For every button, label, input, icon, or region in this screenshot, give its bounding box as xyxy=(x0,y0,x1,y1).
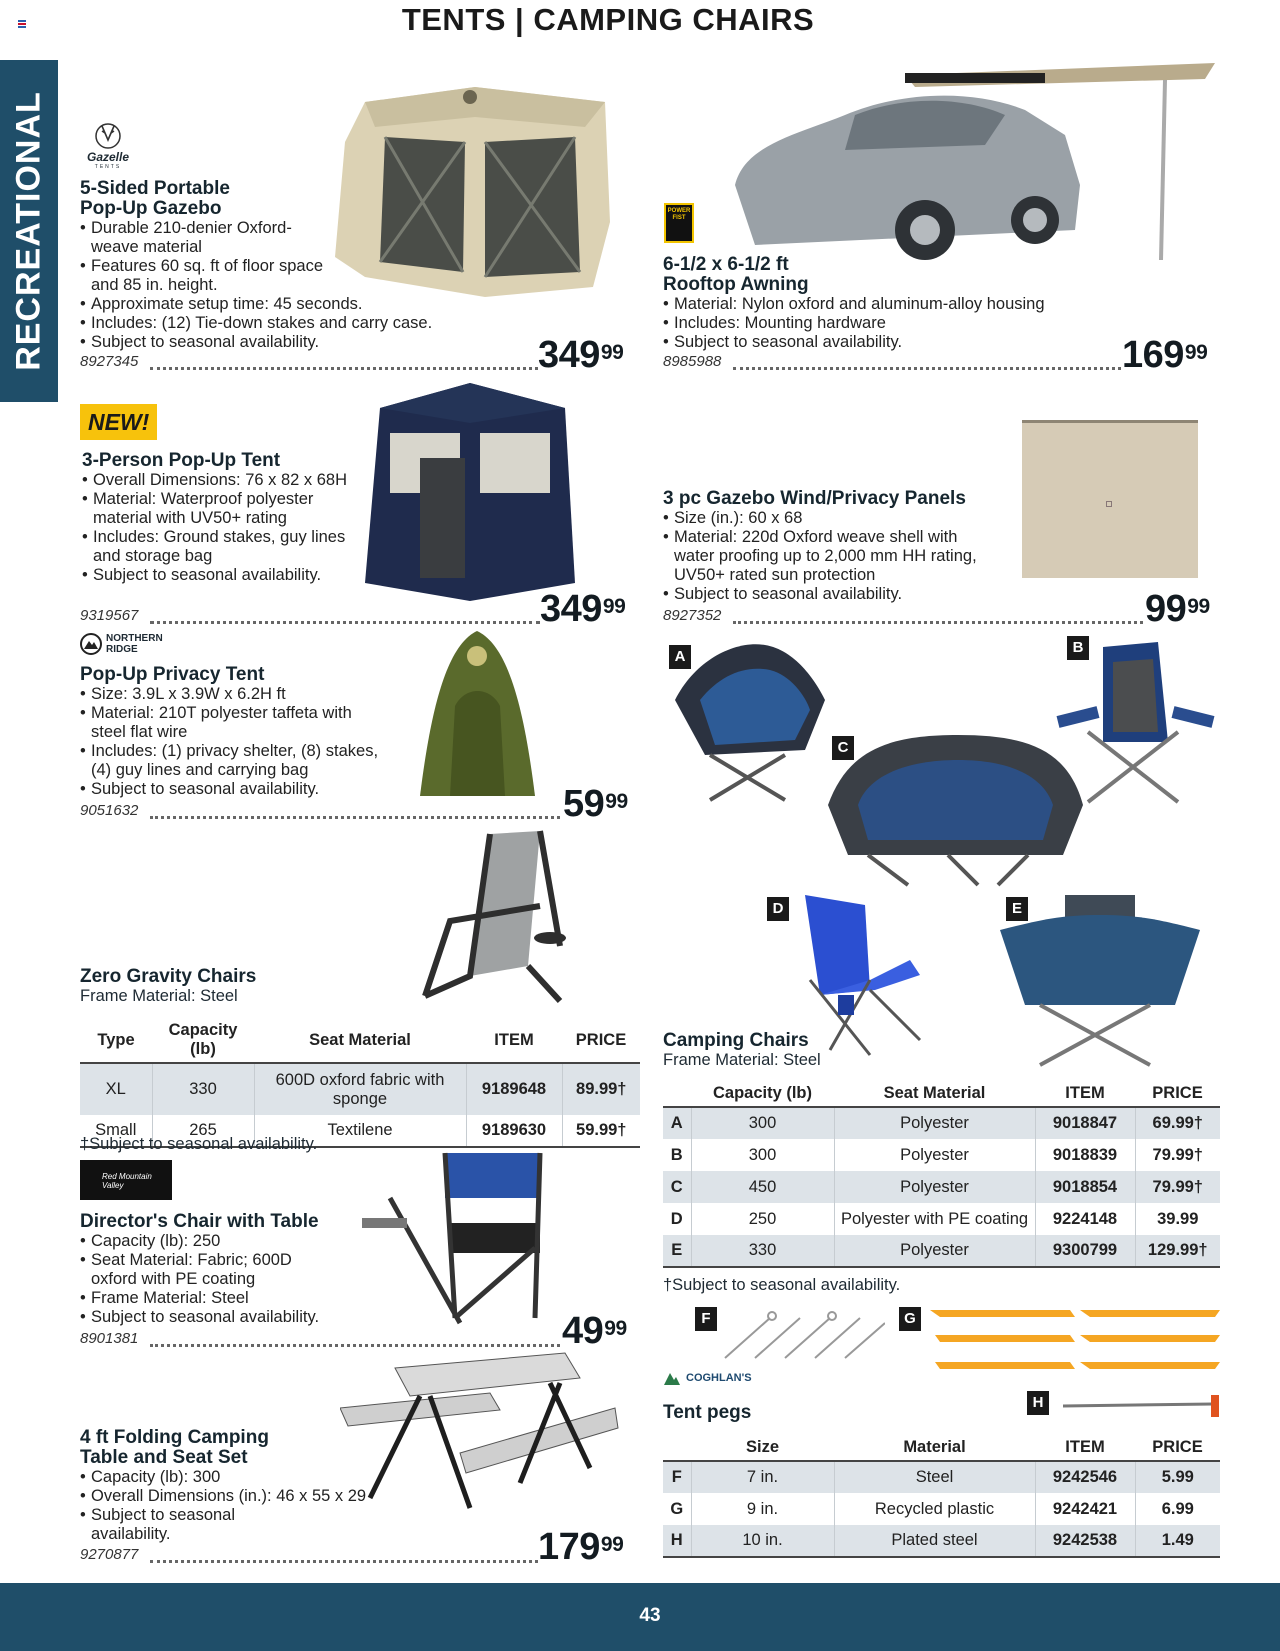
price-leader xyxy=(150,621,540,624)
privacy-tent-product xyxy=(80,665,400,799)
camping-chairs-title xyxy=(663,1031,821,1070)
sku: 8927352 xyxy=(663,607,722,624)
popup-tent-product xyxy=(82,451,372,585)
spec-item: • Capacity (lb): 250 xyxy=(80,1232,340,1251)
table-cell: 69.99† xyxy=(1135,1107,1220,1139)
table-cell: Polyester xyxy=(834,1107,1035,1139)
table-cell: 9018847 xyxy=(1035,1107,1135,1139)
table-cell: 89.99† xyxy=(562,1063,640,1115)
table-cell: 9242421 xyxy=(1035,1493,1135,1525)
table-cell: 9242546 xyxy=(1035,1461,1135,1493)
sku: 9270877 xyxy=(80,1546,139,1563)
section-tab-label: RECREATIONAL xyxy=(9,91,48,371)
spec-list xyxy=(80,1232,340,1327)
spec-item: • Features 60 sq. ft of floor space and 85 in. height. xyxy=(80,257,330,295)
steel-peg-image xyxy=(720,1308,885,1363)
column-header: Material xyxy=(834,1435,1035,1461)
table-cell: 250 xyxy=(691,1203,834,1235)
spec-item: • Overall Dimensions (in.): 46 x 55 x 29 xyxy=(80,1487,400,1506)
chair-label: A xyxy=(669,645,691,669)
column-header: PRICE xyxy=(1135,1435,1220,1461)
price-cents: 99 xyxy=(605,790,628,813)
zero-gravity-table xyxy=(80,1018,640,1148)
column-header xyxy=(663,1081,691,1107)
table-header-row xyxy=(663,1081,1220,1107)
price xyxy=(562,1312,627,1350)
table-cell: G xyxy=(663,1493,691,1525)
chair-e-image xyxy=(1000,890,1200,1070)
spec-item: • Material: Nylon oxford and aluminum-alloy housing xyxy=(663,295,1113,314)
price-dollars: 49 xyxy=(562,1310,604,1352)
page-title: TENTS | CAMPING CHAIRS xyxy=(401,2,815,37)
column-header: Seat Material xyxy=(834,1081,1035,1107)
product-subtitle: Frame Material: Steel xyxy=(663,1051,821,1069)
table-row xyxy=(663,1525,1220,1557)
price-cents: 99 xyxy=(1187,595,1210,618)
column-header: Type xyxy=(80,1018,152,1063)
table-cell: 7 in. xyxy=(691,1461,834,1493)
sku: 8901381 xyxy=(80,1330,139,1347)
price xyxy=(1122,336,1207,374)
spec-item: • Subject to seasonal availability. xyxy=(663,585,998,604)
directors-chair-product xyxy=(80,1212,380,1327)
spec-item: • Includes: (1) privacy shelter, (8) stakes, (4) guy lines and carrying bag xyxy=(80,742,390,780)
popup-tent-image xyxy=(360,383,585,603)
product-name: 3 pc Gazebo Wind/Privacy Panels xyxy=(663,488,966,509)
spec-list xyxy=(80,295,550,352)
spec-item: • Subject to seasonal availability. xyxy=(82,566,357,585)
table-cell: Polyester xyxy=(834,1235,1035,1267)
table-cell: Polyester with PE coating xyxy=(834,1203,1035,1235)
table-cell: 9 in. xyxy=(691,1493,834,1525)
table-set-image xyxy=(340,1348,620,1518)
product-name: Camping Chairs xyxy=(663,1030,809,1051)
sku: 8927345 xyxy=(80,353,139,370)
column-header xyxy=(663,1435,691,1461)
page-footer xyxy=(0,1583,1280,1651)
table-row xyxy=(663,1171,1220,1203)
table-row xyxy=(80,1063,640,1115)
price-dollars: 349 xyxy=(540,588,602,630)
product-name: 3-Person Pop-Up Tent xyxy=(82,450,281,471)
spec-item: • Material: 220d Oxford weave shell with water proofing up to 2,000 mm HH rating, UV50+ rated sun protection xyxy=(663,528,998,585)
spec-item: • Subject to seasonal availability. xyxy=(80,1308,340,1327)
spec-list xyxy=(663,295,1113,352)
price-leader xyxy=(150,1344,560,1347)
spec-item: • Material: Waterproof polyester material with UV50+ rating xyxy=(82,490,357,528)
chair-c-image xyxy=(828,730,1083,890)
table-header-row xyxy=(80,1018,640,1063)
price-cents: 99 xyxy=(600,341,624,364)
footnote: †Subject to seasonal availability. xyxy=(80,1135,318,1153)
column-header: ITEM xyxy=(1035,1081,1135,1107)
table-cell: 1.49 xyxy=(1135,1525,1220,1557)
spec-item: • Subject to seasonal availability. xyxy=(663,333,1113,352)
northern-ridge-brand-name: NORTHERN RIDGE xyxy=(106,633,163,655)
table-cell: 9189648 xyxy=(466,1063,562,1115)
price-dollars: 99 xyxy=(1145,588,1187,630)
table-cell: F xyxy=(663,1461,691,1493)
spec-item: • Size: 3.9L x 3.9W x 6.2H ft xyxy=(80,685,390,704)
price-leader xyxy=(150,816,560,819)
privacy-tent-image xyxy=(415,626,540,804)
mountain-icon xyxy=(80,633,102,655)
price-leader xyxy=(150,367,538,370)
northern-ridge-logo xyxy=(80,633,176,655)
table-cell: 9018854 xyxy=(1035,1171,1135,1203)
table-header-row xyxy=(663,1435,1220,1461)
sku: 8985988 xyxy=(663,353,722,370)
spec-item: • Size (in.): 60 x 68 xyxy=(663,509,998,528)
product-name: 6-1/2 x 6-1/2 ft xyxy=(663,254,789,275)
column-header: Size xyxy=(691,1435,834,1461)
chair-label: C xyxy=(832,736,854,760)
spec-list xyxy=(80,685,390,799)
table-row xyxy=(663,1493,1220,1525)
table-cell: 9300799 xyxy=(1035,1235,1135,1267)
peg-label: F xyxy=(695,1307,717,1331)
table-cell: E xyxy=(663,1235,691,1267)
price xyxy=(563,785,628,823)
table-cell: 300 xyxy=(691,1139,834,1171)
spec-item: • Capacity (lb): 300 xyxy=(80,1468,400,1487)
directors-chair-image xyxy=(360,1148,560,1328)
tree-icon xyxy=(663,1370,681,1386)
gazelle-brand-sub: TENTS xyxy=(94,164,122,170)
panels-product xyxy=(663,489,1003,604)
table-cell: 300 xyxy=(691,1107,834,1139)
price-leader xyxy=(733,367,1121,370)
price-leader xyxy=(733,621,1143,624)
product-subtitle: Frame Material: Steel xyxy=(80,987,238,1005)
price-cents: 99 xyxy=(600,1533,624,1556)
peg-label: H xyxy=(1027,1391,1049,1415)
column-header: ITEM xyxy=(466,1018,562,1063)
column-header: PRICE xyxy=(562,1018,640,1063)
sku: 9319567 xyxy=(80,607,139,624)
table-cell: 330 xyxy=(691,1235,834,1267)
table-cell: Polyester xyxy=(834,1171,1035,1203)
spec-item: • Approximate setup time: 45 seconds. xyxy=(80,295,550,314)
spec-item: • Frame Material: Steel xyxy=(80,1289,340,1308)
zero-gravity-chair-image xyxy=(410,826,575,1006)
column-header: Seat Material xyxy=(254,1018,466,1063)
table-cell: 265 xyxy=(152,1115,254,1147)
price-dollars: 169 xyxy=(1122,334,1184,376)
table-cell: 9242538 xyxy=(1035,1525,1135,1557)
grommet-icon xyxy=(1106,501,1112,507)
table-cell: 5.99 xyxy=(1135,1461,1220,1493)
spec-item: • Includes: Ground stakes, guy lines and storage bag xyxy=(82,528,357,566)
table-cell: 39.99 xyxy=(1157,1209,1199,1228)
spec-item: • Durable 210-denier Oxford-weave material xyxy=(80,219,330,257)
price xyxy=(538,336,623,374)
table-cell: Small xyxy=(80,1115,152,1147)
spec-item: • Subject to seasonal availability. xyxy=(80,780,390,799)
table-cell: 79.99† xyxy=(1152,1145,1203,1164)
table-cell: Textilene xyxy=(254,1115,466,1147)
spec-item: • Subject to seasonal availability. xyxy=(80,1506,260,1544)
power-fist-brand-name: POWER FIST xyxy=(667,208,691,221)
table-cell: XL xyxy=(80,1063,152,1115)
column-header: Capacity (lb) xyxy=(152,1018,254,1063)
power-fist-logo xyxy=(664,203,694,243)
footnote: †Subject to seasonal availability. xyxy=(663,1276,901,1294)
table-cell: Plated steel xyxy=(834,1525,1035,1557)
new-badge: NEW! xyxy=(80,404,157,440)
plastic-peg-image xyxy=(930,1305,1220,1377)
red-mountain-valley-brand-name: Red Mountain Valley xyxy=(102,1172,152,1190)
table-cell: 9189630 xyxy=(466,1115,562,1147)
price-leader xyxy=(150,1560,538,1563)
gazelle-logo xyxy=(80,120,136,170)
product-name: Director's Chair with Table xyxy=(80,1211,319,1232)
table-cell: 9224148 xyxy=(1035,1203,1135,1235)
table-cell: H xyxy=(663,1525,691,1557)
price-dollars: 59 xyxy=(563,783,605,825)
zero-gravity-title xyxy=(80,967,256,1006)
deer-icon xyxy=(93,120,123,150)
spec-list xyxy=(663,509,998,604)
table-cell: 10 in. xyxy=(691,1525,834,1557)
table-cell: 600D oxford fabric with sponge xyxy=(254,1063,466,1115)
tent-pegs-table xyxy=(663,1435,1220,1558)
peg-label: G xyxy=(899,1307,921,1331)
price xyxy=(1145,590,1210,628)
chair-label: B xyxy=(1067,636,1089,660)
table-cell: Recycled plastic xyxy=(834,1493,1035,1525)
table-cell: Polyester xyxy=(834,1139,1035,1171)
price-dollars: 349 xyxy=(538,334,600,376)
table-row xyxy=(663,1461,1220,1493)
sku: 9051632 xyxy=(80,802,139,819)
table-cell: 79.99† xyxy=(1135,1171,1220,1203)
section-tab xyxy=(0,60,58,402)
coghlans-logo xyxy=(663,1370,752,1386)
spec-list xyxy=(80,219,330,295)
table-cell: A xyxy=(663,1107,691,1139)
spec-item: • Subject to seasonal availability. xyxy=(80,333,550,352)
table-cell: B xyxy=(663,1139,691,1171)
red-mountain-valley-logo xyxy=(80,1160,172,1200)
spec-item: • Overall Dimensions: 76 x 82 x 68H xyxy=(82,471,357,490)
coghlans-brand-name: COGHLAN'S xyxy=(686,1372,752,1384)
product-name: 4 ft Folding Camping xyxy=(80,1427,269,1448)
table-row xyxy=(663,1235,1220,1267)
table-cell: 129.99† xyxy=(1135,1235,1220,1267)
table-cell: Steel xyxy=(834,1461,1035,1493)
spec-item: • Material: 210T polyester taffeta with steel flat wire xyxy=(80,704,390,742)
chair-label: E xyxy=(1006,897,1028,921)
car-awning-image xyxy=(735,55,1225,265)
table-row xyxy=(663,1203,1220,1235)
price-cents: 99 xyxy=(1184,341,1208,364)
table-row xyxy=(663,1139,1220,1171)
camping-chairs-table xyxy=(663,1081,1220,1268)
product-name: Zero Gravity Chairs xyxy=(80,966,257,987)
price-cents: 99 xyxy=(604,1317,627,1340)
product-name: 5-Sided Portable xyxy=(80,178,230,199)
product-name: Rooftop Awning xyxy=(663,274,809,295)
spec-list xyxy=(82,471,357,585)
table-cell: 9018839 xyxy=(1035,1139,1135,1171)
page-number: 43 xyxy=(639,1605,661,1626)
spec-item: • Seat Material: Fabric; 600D oxford with PE coating xyxy=(80,1251,340,1289)
plated-peg-image xyxy=(1063,1392,1223,1420)
table-cell: 6.99 xyxy=(1161,1499,1194,1518)
gazelle-brand-name: Gazelle xyxy=(86,150,130,164)
product-name: Tent pegs xyxy=(663,1402,752,1423)
column-header: Capacity (lb) xyxy=(691,1081,834,1107)
product-name: Table and Seat Set xyxy=(80,1447,248,1468)
product-name: Pop-Up Gazebo xyxy=(80,198,222,219)
table-cell: 59.99† xyxy=(576,1121,627,1139)
chair-a-image xyxy=(665,640,830,805)
spec-item: • Includes: (12) Tie-down stakes and carry case. xyxy=(80,314,550,333)
table-cell: C xyxy=(663,1171,691,1203)
price xyxy=(538,1528,623,1566)
chair-label: D xyxy=(767,897,789,921)
product-name: Pop-Up Privacy Tent xyxy=(80,664,265,685)
table-cell: 450 xyxy=(691,1171,834,1203)
table-cell: D xyxy=(663,1203,691,1235)
column-header: PRICE xyxy=(1135,1081,1220,1107)
awning-product xyxy=(663,255,1113,352)
gazebo-image xyxy=(335,82,625,302)
price-dollars: 179 xyxy=(538,1526,600,1568)
column-header: ITEM xyxy=(1035,1435,1135,1461)
privacy-panel-image xyxy=(1022,420,1198,578)
table-row xyxy=(663,1107,1220,1139)
price-cents: 99 xyxy=(602,595,626,618)
table-cell: 330 xyxy=(152,1063,254,1115)
spec-item: • Includes: Mounting hardware xyxy=(663,314,1113,333)
